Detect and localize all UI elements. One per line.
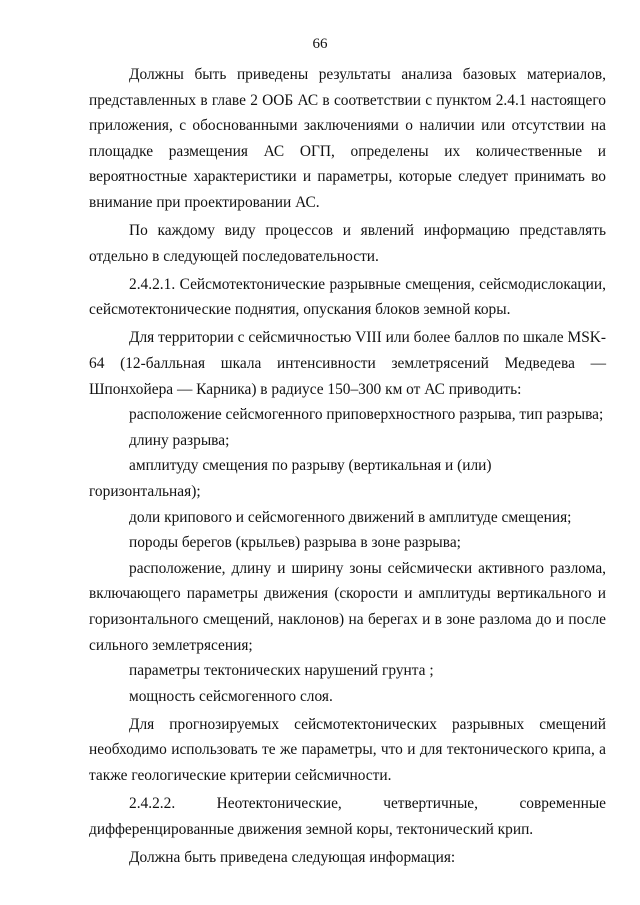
paragraph-section-2-4-2-1: 2.4.2.1. Сейсмотектонические разрывные смещения, сейсмодислокации, сейсмотектонические поднятия, опускания блоков земной коры.	[89, 275, 606, 319]
list-item-displacement-amplitude: амплитуду смещения по разрыву (вертикальная и (или) горизонтальная);	[89, 457, 492, 500]
paragraph-forecast-displacements: Для прогнозируемых сейсмотектонических разрывных смещений необходимо использовать те же параметры, что и для тектонического крипа, а также геологические критерии сейсмичности.	[89, 715, 606, 785]
list-item-rupture-banks: породы берегов (крыльев) разрыва в зоне разрыва;	[129, 534, 461, 552]
list-item-rupture-location: расположение сейсмогенного приповерхностного разрыва, тип разрыва;	[129, 406, 604, 424]
list-item-ground-disturbance: параметры тектонических нарушений грунта ;	[129, 662, 434, 680]
list-item-seismogenic-layer: мощность сейсмогенного слоя.	[129, 687, 333, 705]
document-body	[89, 62, 606, 870]
list-item-fault-zone: расположение, длину и ширину зоны сейсмически активного разлома, включающего параметры движения (скорости и амплитуды вертикального и горизонтального смещений, наклонов) на берегах и в зоне разлома до и после сильного землетрясения;	[89, 559, 606, 654]
paragraph-information-order: По каждому виду процессов и явлений информацию представлять отдельно в следующей последовательности.	[89, 222, 606, 265]
list-item-creep-share: доли крипового и сейсмогенного движений в амплитуде смещения;	[129, 508, 572, 526]
paragraph-results-analysis: Должны быть приведены результаты анализа базовых материалов, представленных в главе 2 ООБ АС в соответствии с пунктом 2.4.1 настоящего приложения, с обоснованными заключениями о наличии или отсутствии на площадке размещения АС ОГП, определены их количественные и вероятностные характеристики и параметры, которые следует принимать во внимание при проектировании АС.	[89, 66, 606, 211]
paragraph-required-information: Должна быть приведена следующая информация:	[129, 848, 456, 866]
paragraph-section-2-4-2-2: 2.4.2.2. Неотектонические, четвертичные, современные дифференцированные движения земной коры, тектонический крип.	[89, 795, 606, 838]
list-item-rupture-length: длину разрыва;	[129, 431, 230, 449]
paragraph-seismicity-territory: Для территории с сейсмичностью VIII или более баллов по шкале MSK-64 (12-балльная шкала интенсивности землетрясений Медведева — Шпонхойера — Карника) в радиусе 150–300 км от АС приводить:	[89, 329, 606, 398]
page-number: 66	[312, 36, 328, 52]
